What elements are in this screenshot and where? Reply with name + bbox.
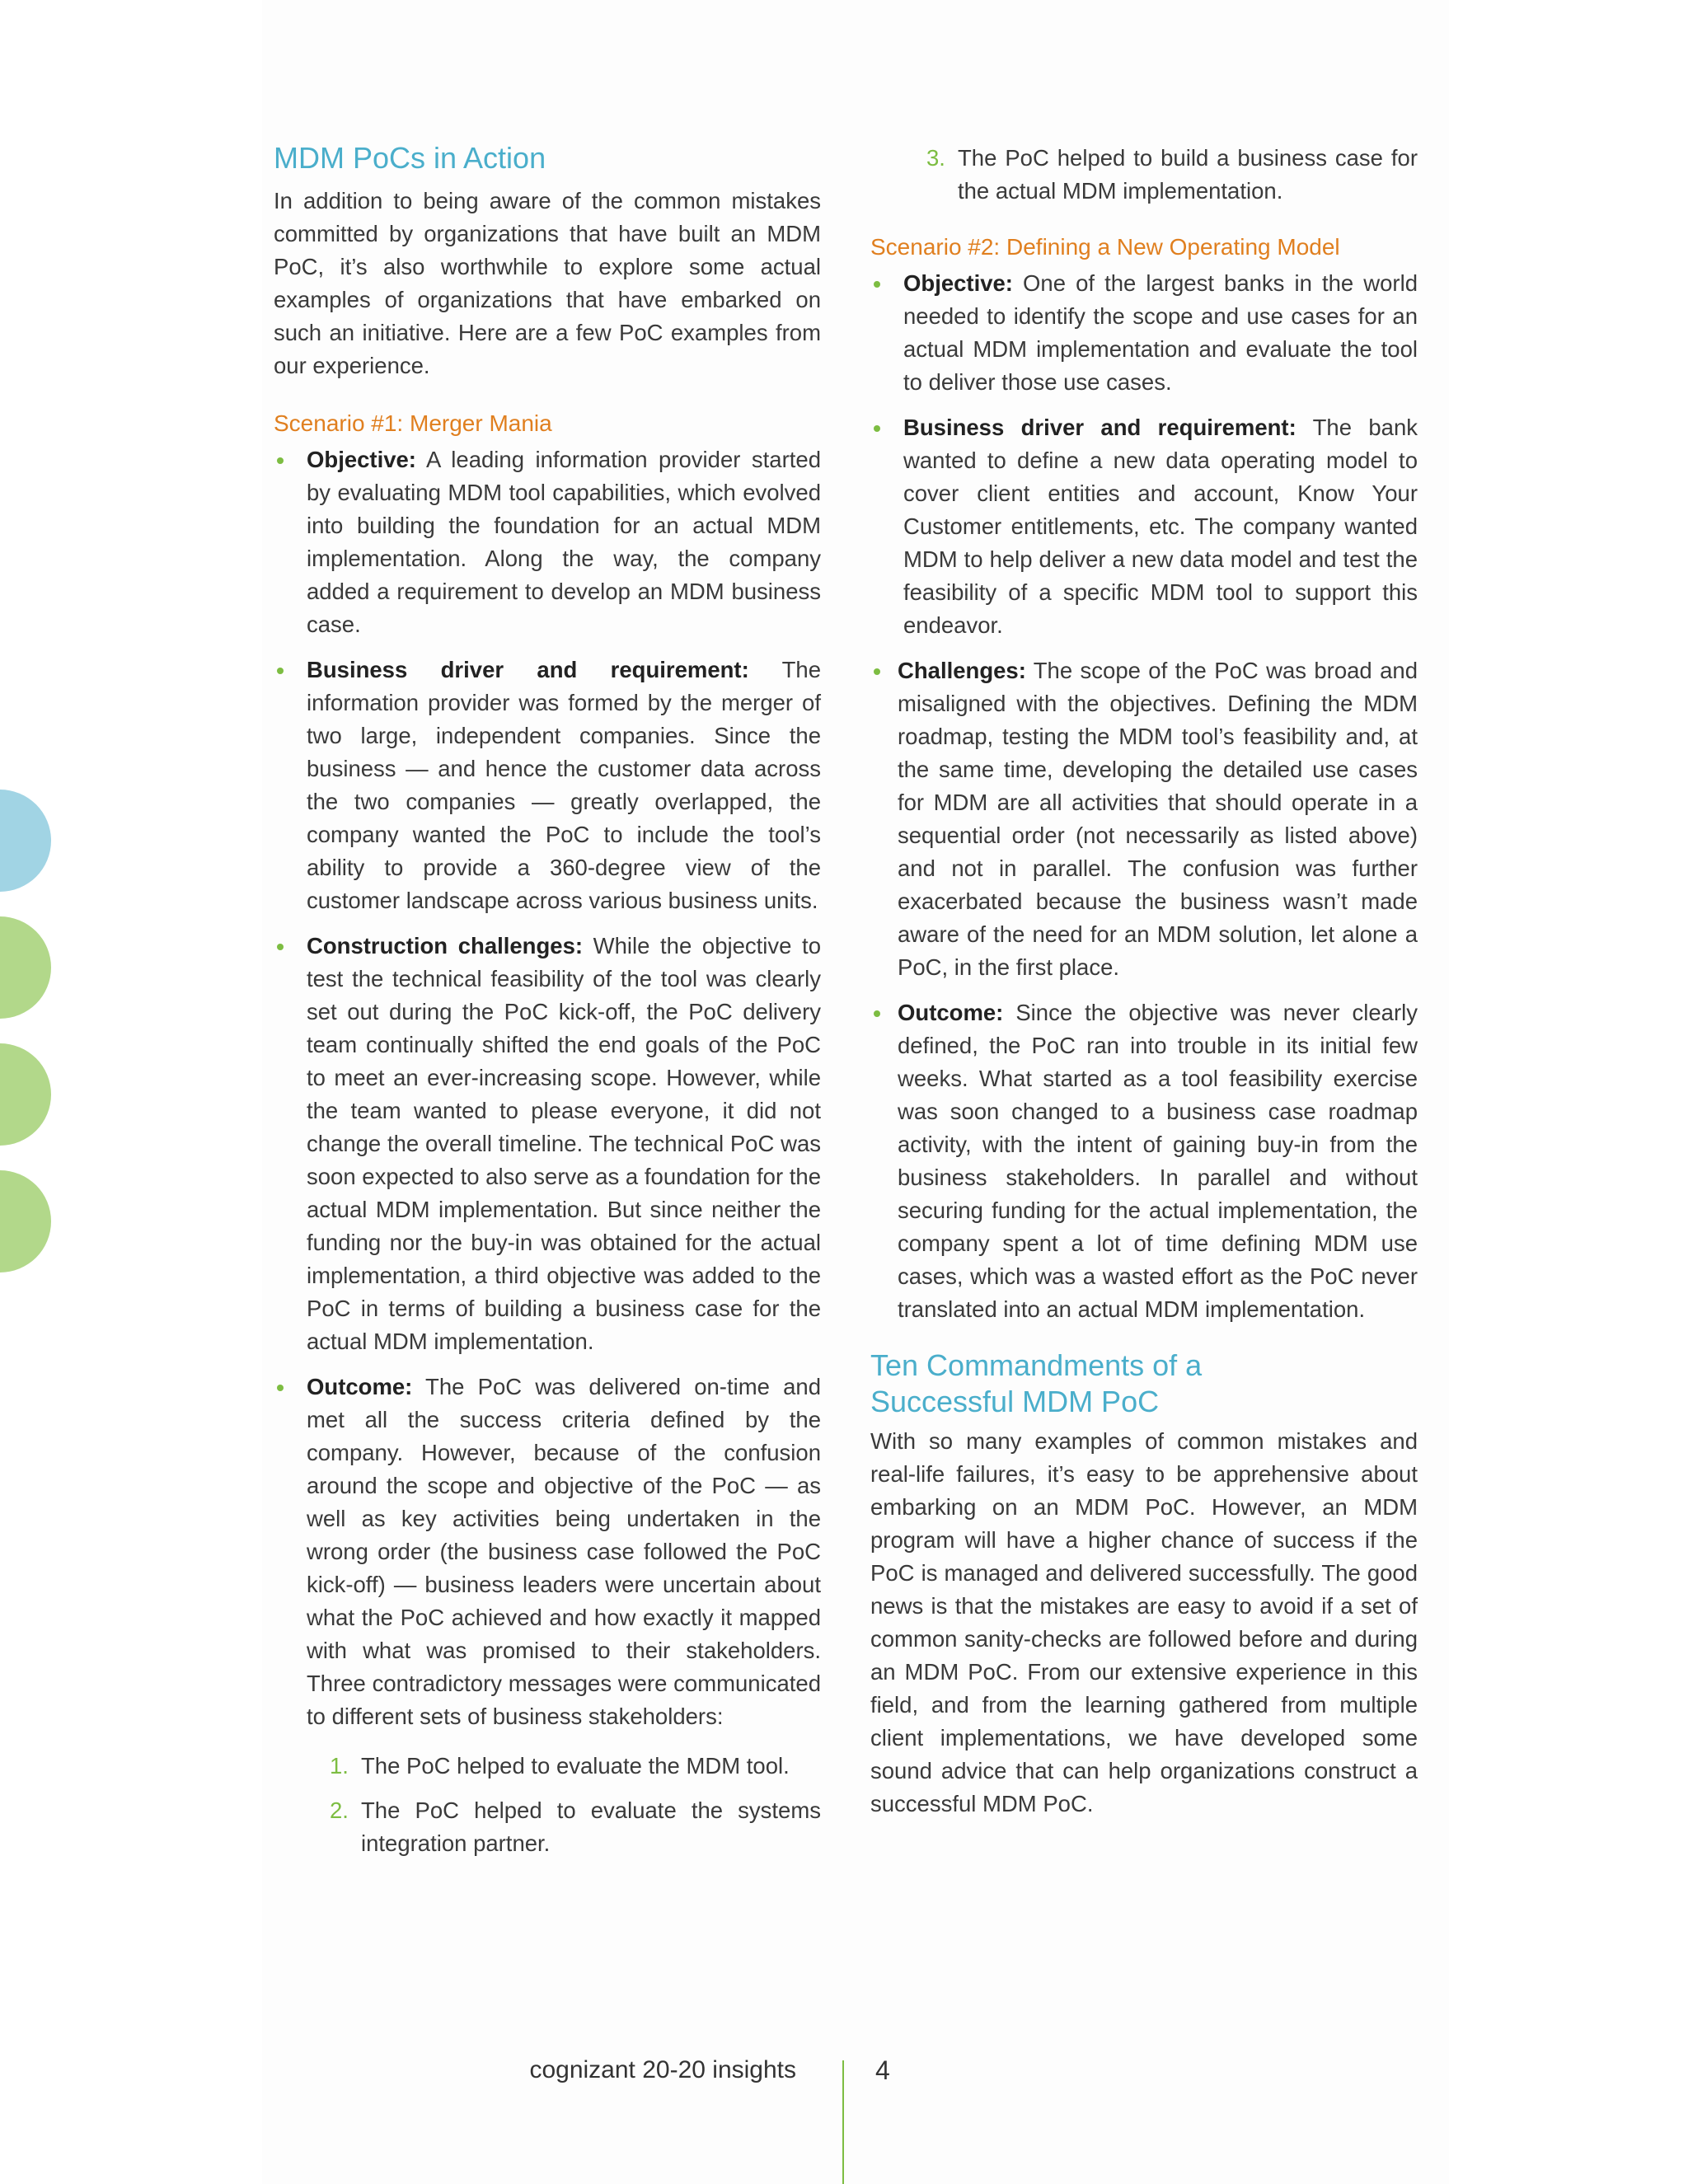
scenario-2-list xyxy=(870,267,1418,1326)
intro-paragraph: In addition to being aware of the common mistakes committed by organizations that have built an MDM PoC, it’s also worthwhile to explore some actual examples of organizations that have embarked on such an initiative. Here are a few PoC examples from our experience. xyxy=(274,188,821,378)
list-item xyxy=(870,411,1418,642)
item-number: 2. xyxy=(330,1797,349,1823)
right-column xyxy=(870,142,1418,1821)
item-text: The PoC was delivered on-time and met all the success criteria defined by the company. However, because of the confusion around the scope and objective of the PoC — as well as key activities being undertaken in the wrong order (the business case followed the PoC kick-off) — business leaders were uncertain about what the PoC achieved and how exactly it mapped with what was promised to their stakeholders. Three contradictory messages were communicated to different sets of business stakeholders: xyxy=(307,1374,821,1729)
item-text: One of the largest banks in the world needed to identify the scope and use cases for an actual MDM implementation and evaluate the tool to deliver those use cases. xyxy=(903,270,1418,395)
bullet-icon xyxy=(874,425,880,432)
heading-line-1: Ten Commandments of a xyxy=(870,1348,1203,1382)
item-text: The PoC helped to evaluate the MDM tool. xyxy=(361,1753,790,1779)
item-label: Challenges: xyxy=(898,658,1026,683)
numbered-item xyxy=(926,142,1418,208)
footer-divider xyxy=(842,2060,844,2184)
page-number: 4 xyxy=(875,2055,890,2085)
item-text: The bank wanted to define a new data operating model to cover client entities and account, Know Your Customer entitlements, etc. The company wanted MDM to help deliver a new data model and test the feasibility of a specific MDM tool to support this endeavor. xyxy=(903,415,1418,638)
list-item xyxy=(274,1371,821,1860)
numbered-item xyxy=(330,1750,821,1783)
left-column xyxy=(274,140,821,1872)
list-item xyxy=(274,930,821,1358)
numbered-list xyxy=(330,1750,821,1860)
decorative-circle-blue xyxy=(0,790,51,892)
footer-publication: cognizant 20-20 insights xyxy=(529,2056,796,2083)
list-item xyxy=(274,654,821,917)
item-label: Construction challenges: xyxy=(307,933,584,958)
bullet-icon xyxy=(277,668,284,674)
item-text: The PoC helped to build a business case for the actual MDM implementation. xyxy=(958,145,1418,204)
item-text: Since the objective was never clearly defined, the PoC ran into trouble in its initial few weeks. What started as a tool feasibility exercise was soon changed to a business case roadmap activity, with the intent of gaining buy-in from the business stakeholders. In parallel and without securing funding for the actual implementation, the company spent a lot of time defining MDM use cases, which was a wasted effort as the PoC never translated into an actual MDM implementation. xyxy=(898,1000,1418,1322)
item-number: 1. xyxy=(330,1753,349,1779)
item-text: The information provider was formed by the merger of two large, independent companies. Since the business — and hence the customer data across the two companies — greatly overlapped, the company wanted the PoC to include the tool’s ability to provide a 360-degree view of the customer landscape across various business units. xyxy=(307,657,821,913)
bullet-icon xyxy=(874,668,880,675)
item-text: While the objective to test the technical feasibility of the tool was clearly set out during the PoC kick-off, the PoC delivery team continually shifted the end goals of the PoC to meet an ever-increasing scope. However, while the team wanted to please everyone, it did not change the overall timeline. The technical PoC was soon expected to also serve as a foundation for the actual MDM implementation. But since neither the funding nor the buy-in was obtained for the actual implementation, a third objective was added to the PoC in terms of building a business case for the actual MDM implementation. xyxy=(307,933,821,1354)
item-label: Outcome: xyxy=(898,1000,1004,1025)
numbered-item xyxy=(330,1794,821,1860)
item-text: The PoC helped to evaluate the systems integration partner. xyxy=(361,1797,821,1856)
numbered-list-continued xyxy=(926,142,1418,208)
scenario-1-list xyxy=(274,443,821,1860)
closing-paragraph: With so many examples of common mistakes and real-life failures, it’s easy to be apprehensive about embarking on an MDM PoC. However, an MDM program will have a higher chance of success if the PoC is managed and delivered successfully. The good news is that the mistakes are easy to avoid if a set of common sanity-checks are followed before and during an MDM PoC. From our extensive experience in this field, and from the learning gathered from multiple client implementations, we have developed some sound advice that can help organizations construct a successful MDM PoC. xyxy=(870,1428,1418,1816)
item-label: Objective: xyxy=(307,447,416,472)
bullet-icon xyxy=(277,1385,284,1391)
list-item xyxy=(870,654,1418,984)
section-heading-2 xyxy=(870,1347,1418,1420)
item-number: 3. xyxy=(926,145,945,171)
item-text: A leading information provider started by evaluating MDM tool capabilities, which evolved into building the foundation for an actual MDM implementation. Along the way, the company added a requirement to develop an MDM business case. xyxy=(307,447,821,637)
item-label: Business driver and requirement: xyxy=(307,657,749,682)
item-label: Business driver and requirement: xyxy=(903,415,1296,440)
item-text: The scope of the PoC was broad and misaligned with the objectives. Defining the MDM roadmap, testing the MDM tool’s feasibility and, at the same time, developing the detailed use cases for MDM are all activities that should operate in a sequential order (not necessarily as listed above) and not in parallel. The confusion was further exacerbated because the business wasn’t made aware of the need for an MDM solution, let alone a PoC, in the first place. xyxy=(898,658,1418,980)
list-item xyxy=(274,443,821,641)
scenario-1-title: Scenario #1: Merger Mania xyxy=(274,410,552,436)
list-item xyxy=(870,996,1418,1326)
section-heading: MDM PoCs in Action xyxy=(274,141,546,175)
bullet-icon xyxy=(277,457,284,464)
decorative-circle-green-1 xyxy=(0,916,51,1019)
decorative-circle-green-2 xyxy=(0,1043,51,1146)
heading-line-2: Successful MDM PoC xyxy=(870,1385,1160,1418)
item-label: Objective: xyxy=(903,270,1013,296)
bullet-icon xyxy=(874,281,880,288)
list-item xyxy=(870,267,1418,399)
bullet-icon xyxy=(277,944,284,950)
decorative-circle-green-3 xyxy=(0,1170,51,1272)
bullet-icon xyxy=(874,1010,880,1017)
scenario-2-title: Scenario #2: Defining a New Operating Model xyxy=(870,234,1340,260)
item-label: Outcome: xyxy=(307,1374,413,1399)
